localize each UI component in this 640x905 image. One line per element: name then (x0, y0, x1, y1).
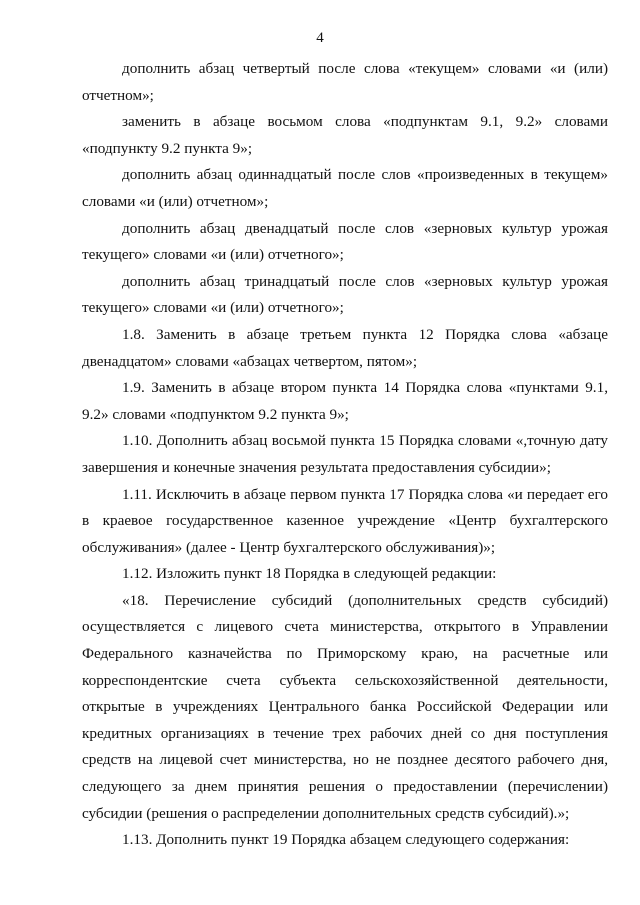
paragraph-item-1-12: 1.12. Изложить пункт 18 Порядка в следующей редакции: (122, 565, 497, 583)
paragraph-item-1-8: 1.8. Заменить в абзаце третьем пункта 12 Порядка слова «абзаце двенадцатом» словами «абзацах четвертом, пятом»; (82, 325, 608, 370)
paragraph-point-18-text: «18. Перечисление субсидий (дополнительных средств субсидий) осуществляется с лицевого счета министерства, открытого в Управлении Федерального казначейства по Приморскому краю, на расчетные или корреспондентские счета субъекта сельскохозяйственной деятельности, открытые в учреждениях Центрального банка Российской Федерации или кредитных организациях в течение трех рабочих дней со дня поступления средств на лицевой счет министерства, но не позднее десятого рабочего дня, следующего за днем принятия решения о предоставлении (перечислении) субсидии (решения о распределении дополнительных средств субсидий).»; (82, 591, 608, 822)
page-number: 4 (316, 30, 324, 46)
paragraph-amend-para-4: дополнить абзац четвертый после слова «текущем» словами «и (или) отчетном»; (82, 60, 608, 104)
paragraph-amend-para-11: дополнить абзац одиннадцатый после слов «произведенных в текущем» словами «и (или) отчетном»; (82, 166, 608, 210)
paragraph-item-1-10: 1.10. Дополнить абзац восьмой пункта 15 Порядка словами «,точную дату завершения и конечные значения результата предоставления субсидии»; (82, 432, 608, 476)
paragraph-amend-para-13: дополнить абзац тринадцатый после слов «зерновых культур урожая текущего» словами «и (или) отчетного»; (82, 272, 608, 317)
paragraph-item-1-11: 1.11. Исключить в абзаце первом пункта 17 Порядка слова «и передает его в краевое государственное казенное учреждение «Центр бухгалтерского обслуживания» (далее - Центр бухгалтерского обслуживания)»; (82, 485, 608, 556)
paragraph-amend-para-12: дополнить абзац двенадцатый после слов «зерновых культур урожая текущего» словами «и (или) отчетного»; (82, 219, 608, 264)
paragraph-item-1-13: 1.13. Дополнить пункт 19 Порядка абзацем следующего содержания: (122, 831, 570, 849)
document-body (82, 56, 608, 854)
paragraph-amend-para-8: заменить в абзаце восьмом слова «подпунктам 9.1, 9.2» словами «подпункту 9.2 пункта 9»; (82, 113, 608, 157)
paragraph-item-1-9: 1.9. Заменить в абзаце втором пункта 14 Порядка слова «пунктами 9.1, 9.2» словами «подпунктом 9.2 пункта 9»; (82, 379, 608, 423)
